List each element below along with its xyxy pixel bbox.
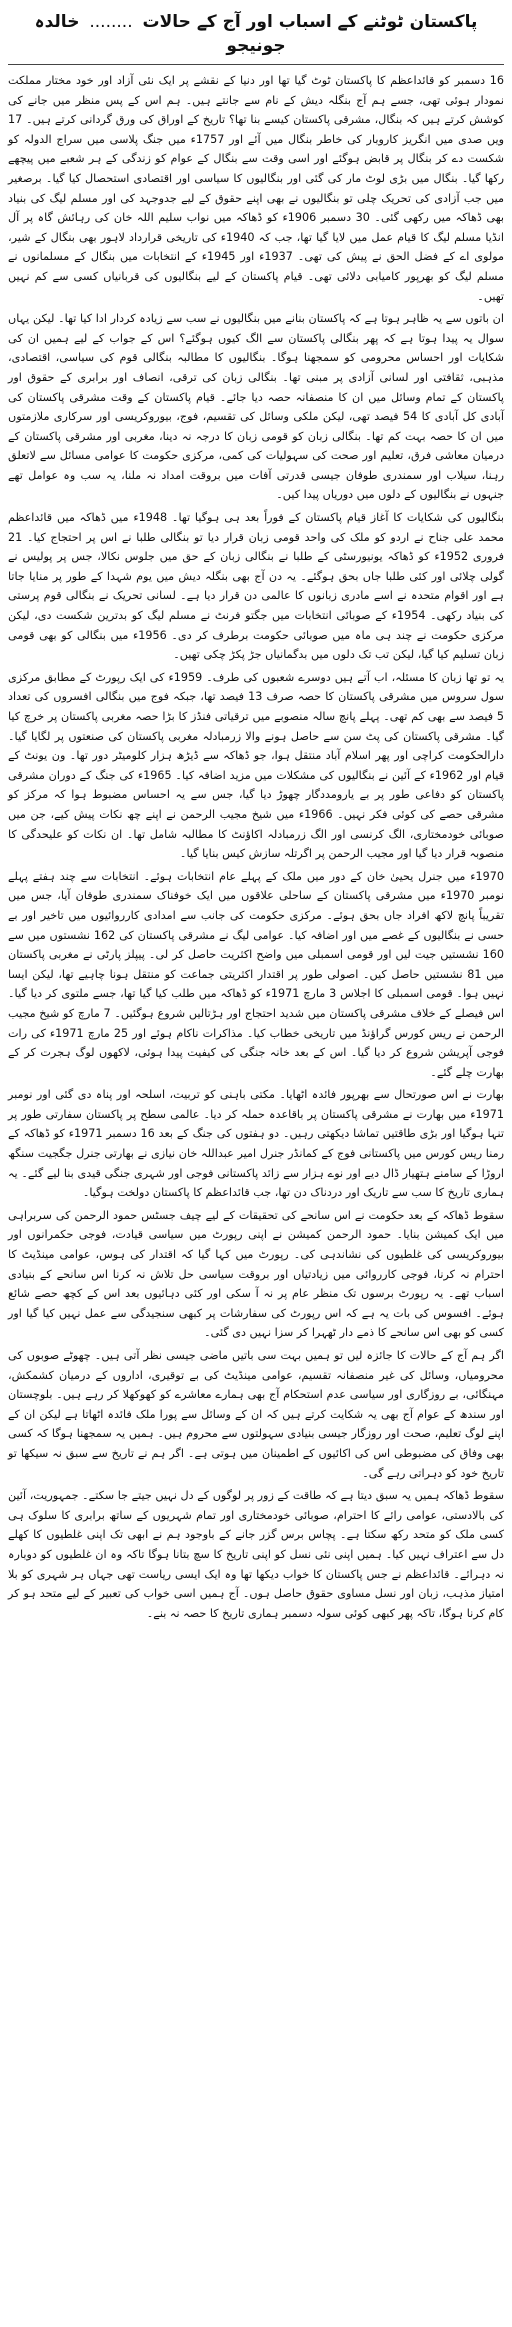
article-paragraph: بنگالیوں کی شکایات کا آغاز قیام پاکستان کے فوراً بعد ہی ہوگیا تھا۔ 1948ء میں ڈھاکہ میں قائداعظم محمد علی جناح نے اردو کو ملک کی واحد قومی زبان قرار دیا تو بنگالی طلبا نے اس پر احتجاج کیا۔ 21 فروری 1952ء کو ڈھاکہ یونیورسٹی کے طلبا نے بنگالی زبان کے حق میں جلوس نکالا، جس پر پولیس نے گولی چلائی اور کئی طلبا جاں بحق ہوگئے۔ یہ دن آج بھی بنگلہ دیش میں یوم شہدا کے طور پر منایا جاتا ہے اور اقوام متحدہ نے اسے مادری زبانوں کا عالمی دن قرار دیا ہے۔ لسانی تحریک نے بنگالی قوم پرستی کی بنیاد رکھی۔ 1954ء کے صوبائی انتخابات میں جگتو فرنٹ نے مسلم لیگ کو بدترین شکست دی، لیکن مرکزی حکومت نے چند ہی ماہ میں صوبائی حکومت برطرف کر دی۔ 1956ء میں بنگالی کو بھی قومی زبان تسلیم کیا گیا، لیکن تب تک دلوں میں بدگمانیاں جڑ پکڑ چکی تھیں۔ bbox=[8, 511, 504, 662]
article-author: خالدہ جونیجو bbox=[34, 12, 286, 56]
title-separator: ........ bbox=[89, 12, 133, 32]
article-headline bbox=[8, 6, 504, 65]
article-paragraph: اگر ہم آج کے حالات کا جائزہ لیں تو ہمیں بہت سی باتیں ماضی جیسی نظر آتی ہیں۔ چھوٹے صوبوں کی محرومیاں، وسائل کی غیر منصفانہ تقسیم، عوامی مینڈیٹ کی بے توقیری، ادارو‌ں کے درمیان کشمکش، مہنگائی، بے روزگاری اور سیاسی عدم استحکام آج بھی ہمارے معاشرے کو کھوکھلا کر رہے ہیں۔ بلوچستان اور سندھ کے عوام آج بھی یہ شکایت کرتے ہیں کہ ان کے وسائل سے پورا ملک فائدہ اٹھاتا ہے لیکن ان کے اپنے لوگ تعلیم، صحت اور روزگار جیسی بنیادی سہولتوں سے محروم ہیں۔ ہمیں یہ سمجھنا ہوگا کہ کسی بھی وفاق کی مضبوطی اس کی اکائیوں کے اطمینان میں ہوتی ہے۔ اگر ہم نے تاریخ سے سبق نہ سیکھا تو تاریخ خود کو دہراتی رہے گی۔ bbox=[8, 1349, 504, 1480]
article-title: پاکستان ٹوٹنے کے اسباب اور آج کے حالات bbox=[142, 12, 478, 32]
article-paragraph: یہ تو تھا زبان کا مسئلہ، اب آتے ہیں دوسرے شعبوں کی طرف۔ 1959ء کی ایک رپورٹ کے مطابق مرکزی سول سروس میں مشرقی پاکستان کا حصہ صرف 13 فیصد تھا، جبکہ فوج میں بنگالی افسروں کی تعداد 5 فیصد سے بھی کم تھی۔ پہلے پانچ سالہ منصوبے میں ترقیاتی فنڈز کا بڑا حصہ مغربی پاکستان پر خرچ کیا گیا۔ مشرقی پاکستان کی پٹ سن سے حاصل ہونے والا زرمبادلہ مغربی پاکستان کی صنعتوں پر لگایا گیا۔ دارالحکومت کراچی اور پھر اسلام آباد منتقل ہوا، جو ڈھاکہ سے ڈیڑھ ہزار کلومیٹر دور تھا۔ ون یونٹ کے قیام اور 1962ء کے آئین نے بنگالیوں کی مشکلات میں مزید اضافہ کیا۔ 1965ء کی جنگ کے دوران مشرقی پاکستان کو دفاعی طور پر بے یارومددگار چھوڑ دیا گیا، جس سے یہ احساس مضبوط ہوا کہ مرکز کو مشرقی حصے کی کوئی فکر نہیں۔ 1966ء میں شیخ مجیب الرحمن نے اپنے چھ نکات پیش کیے، جن میں صوبائی خودمختاری، الگ کرنسی اور الگ زرمبادلہ اکاؤنٹ کا مطالبہ شامل تھا۔ ان نکات کو علیحدگی کا منصوبہ قرار دیا گیا اور مجیب الرحمن پر اگرتلہ سازش کیس بنایا گیا۔ bbox=[8, 670, 505, 861]
article-paragraph: 1970ء میں جنرل یحییٰ خان کے دور میں ملک کے پہلے عام انتخابات ہوئے۔ انتخابات سے چند ہفتے پہلے نومبر 1970ء میں مشرقی پاکستان کے ساحلی علاقوں میں ایک خوفناک سمندری طوفان آیا، جس میں تقریباً پانچ لاکھ افراد جاں بحق ہوئے۔ مرکزی حکومت کی جانب سے امدادی کارروائیوں میں تاخیر اور بے حسی نے بنگالیوں کے غصے میں اور اضافہ کیا۔ عوامی لیگ نے مشرقی پاکستان کی 162 نشستوں میں سے 160 نشستیں جیت لیں اور قومی اسمبلی میں واضح اکثریت حاصل کر لی۔ پیپلز پارٹی نے مغربی پاکستان میں 81 نشستیں حاصل کیں۔ اصولی طور پر اقتدار اکثریتی جماعت کو منتقل ہونا چاہیے تھا، لیکن ایسا نہیں ہوا۔ قومی اسمبلی کا اجلاس 3 مارچ 1971ء کو ڈھاکہ میں طلب کیا گیا تھا، جسے ملتوی کر دیا گیا۔ اس فیصلے کے خلاف مشرقی پاکستان میں شدید احتجاج اور ہڑتالیں شروع ہوگئیں۔ 7 مارچ کو شیخ مجیب الرحمن نے ریس کورس گراؤنڈ میں تاریخی خطاب کیا۔ مذاکرات ناکام ہوئے اور 25 مارچ 1971ء کی رات فوجی آپریشن شروع کر دیا گیا۔ اس کے بعد خانہ جنگی کی کیفیت پیدا ہوئی، لاکھوں لوگ ہجرت کر کے بھارت چلے گئے۔ bbox=[8, 869, 505, 1079]
article-paragraph: بھارت نے اس صورتحال سے بھرپور فائدہ اٹھایا۔ مکتی باہنی کو تربیت، اسلحہ اور پناہ دی گئی اور نومبر 1971ء میں بھارت نے مشرقی پاکستان پر باقاعدہ حملہ کر دیا۔ عالمی سطح پر پاکستان سفارتی طور پر تنہا ہوگیا اور بڑی طاقتیں تماشا دیکھتی رہیں۔ دو ہفتوں کی جنگ کے بعد 16 دسمبر 1971ء کو ڈھاکہ کے رمنا ریس کورس میں پاکستانی فوج کے کمانڈر جنرل امیر عبداللہ خان نیازی نے بھارتی جنرل جگجیت سنگھ اروڑا کے سامنے ہتھیار ڈال دیے اور نوے ہزار سے زائد پاکستانی فوجی اور شہری جنگی قیدی بنا لیے گئے۔ یہ ہماری تاریخ کا سب سے تاریک اور دردناک دن تھا، جب قائداعظم کا پاکستان دولخت ہوگیا۔ bbox=[8, 1088, 504, 1200]
article-paragraph: سقوط ڈھاکہ کے بعد حکومت نے اس سانحے کی تحقیقات کے لیے چیف جسٹس حمود الرحمن کی سربراہی میں ایک کمیشن بنایا۔ حمود الرحمن کمیشن نے اپنی رپورٹ میں سیاسی قیادت، فوجی حکمرانوں اور بیوروکریسی کی غلطیوں کی نشاندہی کی۔ رپورٹ میں کہا گیا کہ اقتدار کی ہوس، عوامی مینڈیٹ کا احترام نہ کرنا، فوجی کارروائی میں زیادتیاں اور بروقت سیاسی حل تلاش نہ کرنا اس سانحے کے بنیادی اسباب تھے۔ یہ رپورٹ برسوں تک منظر عام پر نہ آ سکی اور کئی دہائیوں بعد اس کے کچھ حصے شائع ہوئے۔ افسوس کی بات یہ ہے کہ اس رپورٹ کی سفارشات پر کبھی سنجیدگی سے عمل نہیں کیا گیا اور کسی کو بھی اس سانحے کا ذمے دار ٹھہرا کر سزا نہیں دی گئی۔ bbox=[8, 1208, 504, 1340]
article-paragraph: 16 دسمبر کو قائداعظم کا پاکستان ٹوٹ گیا تھا اور دنیا کے نقشے پر ایک نئی آزاد اور خود مختار مملکت نمودار ہوئی تھی، جسے ہم آج بنگلہ دیش کے نام سے جانتے ہیں۔ ہم اس کے پس منظر میں جانے کی کوشش کرتے ہیں کہ بنگال، مشرقی پاکستان کیسے بنا تھا؟ تاریخ کے اوراق کی ورق گردانی کرتے ہیں۔ 17 ویں صدی میں انگریز کاروبار کی خاطر بنگال میں آئے اور 1757ء میں جنگ پلاسی میں سراج الدولہ کو شکست دے کر بنگال پر قابض ہوگئے اور اسی وقت سے بنگال کے عوام کو زندگی کے ہر شعبے میں پیچھے رکھا گیا۔ بنگال میں بڑی لوٹ مار کی گئی اور بنگالیوں کا سیاسی اور اقتصادی استحصال کیا گیا۔ برصغیر میں جب آزادی کی تحریک چلی تو بنگالیوں نے بھی اپنے حقوق کے لیے جدوجہد کی اور مسلم لیگ کی بنیاد بھی ڈھاکہ میں رکھی گئی۔ 30 دسمبر 1906ء کو ڈھاکہ میں نواب سلیم اللہ خان کی رہائش گاہ پر آل انڈیا مسلم لیگ کا قیام عمل میں لایا گیا تھا، جب کہ 1940ء کی تاریخی قرارداد لاہور بھی بنگال کے شیر، مولوی اے کے فضل الحق نے پیش کی تھی۔ 1937ء اور 1945ء کے انتخابات میں بنگال کے مسلمانوں نے مسلم لیگ کو بھرپور کامیابی دلائی تھی۔ قیام پاکستان کے لیے بنگالیوں کی قربانیاں کسی سے کم نہیں تھیں۔ bbox=[8, 74, 504, 303]
article-paragraph: سقوط ڈھاکہ ہمیں یہ سبق دیتا ہے کہ طاقت کے زور پر لوگوں کے دل نہیں جیتے جا سکتے۔ جمہوریت، آئین کی بالادستی، عوامی رائے کا احترام، صوبائی خودمختاری اور تمام شہریوں کے ساتھ برابری کا سلوک ہی کسی ملک کو متحد رکھ سکتا ہے۔ پچاس برس گزر جانے کے باوجود ہم نے ابھی تک اپنی غلطیوں کا کھلے دل سے اعتراف نہیں کیا۔ ہمیں اپنی نئی نسل کو اپنی تاریخ کا سچ بتانا ہوگا تاکہ وہ ان غلطیوں کو دوبارہ نہ دہرائے۔ قائداعظم نے جس پاکستان کا خواب دیکھا تھا وہ ایک ایسی ریاست تھی جہاں ہر شہری کو بلا امتیاز مذہب، زبان اور نسل مساوی حقوق حاصل ہوں۔ آج ہمیں اسی خواب کی تعبیر کے لیے متحد ہو کر کام کرنا ہوگا، تاکہ پھر کبھی کوئی سولہ دسمبر ہماری تاریخ کا حصہ نہ بنے۔ bbox=[8, 1489, 504, 1620]
article-paragraph: ان باتوں سے یہ ظاہر ہوتا ہے کہ پاکستان بنانے میں بنگالیوں نے سب سے زیادہ کردار ادا کیا تھا۔ لیکن یہاں سوال یہ پیدا ہوتا ہے کہ پھر بنگالی پاکستان سے الگ کیوں ہوگئے؟ اس کے جواب کے لیے ہمیں ان کی شکایات اور احساس محرومی کو سمجھنا ہوگا۔ بنگالیوں کا مطالبہ بنگالی قوم کی سیاسی، اقتصادی، مذہبی، ثقافتی اور لسانی آزادی پر مبنی تھا۔ بنگالی زبان کی ترقی، انصاف اور برابری کے حقوق اور پاکستان کے تمام وسائل میں ان کا منصفانہ حصہ دیا جائے۔ قیام پاکستان کے وقت مشرقی پاکستان کی آبادی کل آبادی کا 54 فیصد تھی، لیکن ملکی وسائل کی تقسیم، فوج، بیوروکریسی اور سرکاری ملازمتوں میں ان کا حصہ بہت کم تھا۔ بنگالی زبان کو قومی زبان کا درجہ نہ دینا، مغربی اور مشرقی پاکستان کے درمیان معاشی فرق، تعلیم اور صحت کی سہولیات کی کمی، مرکزی حکومت کا عوامی مسائل سے لاتعلق رہنا، سیلاب اور سمندری طوفان جیسی قدرتی آفات میں بروقت امداد نہ ملنا، یہ سب وہ عوامل تھے جنہوں نے بنگالیوں کے دلوں میں دوریاں پیدا کیں۔ bbox=[8, 312, 504, 502]
article-body bbox=[8, 71, 504, 1623]
